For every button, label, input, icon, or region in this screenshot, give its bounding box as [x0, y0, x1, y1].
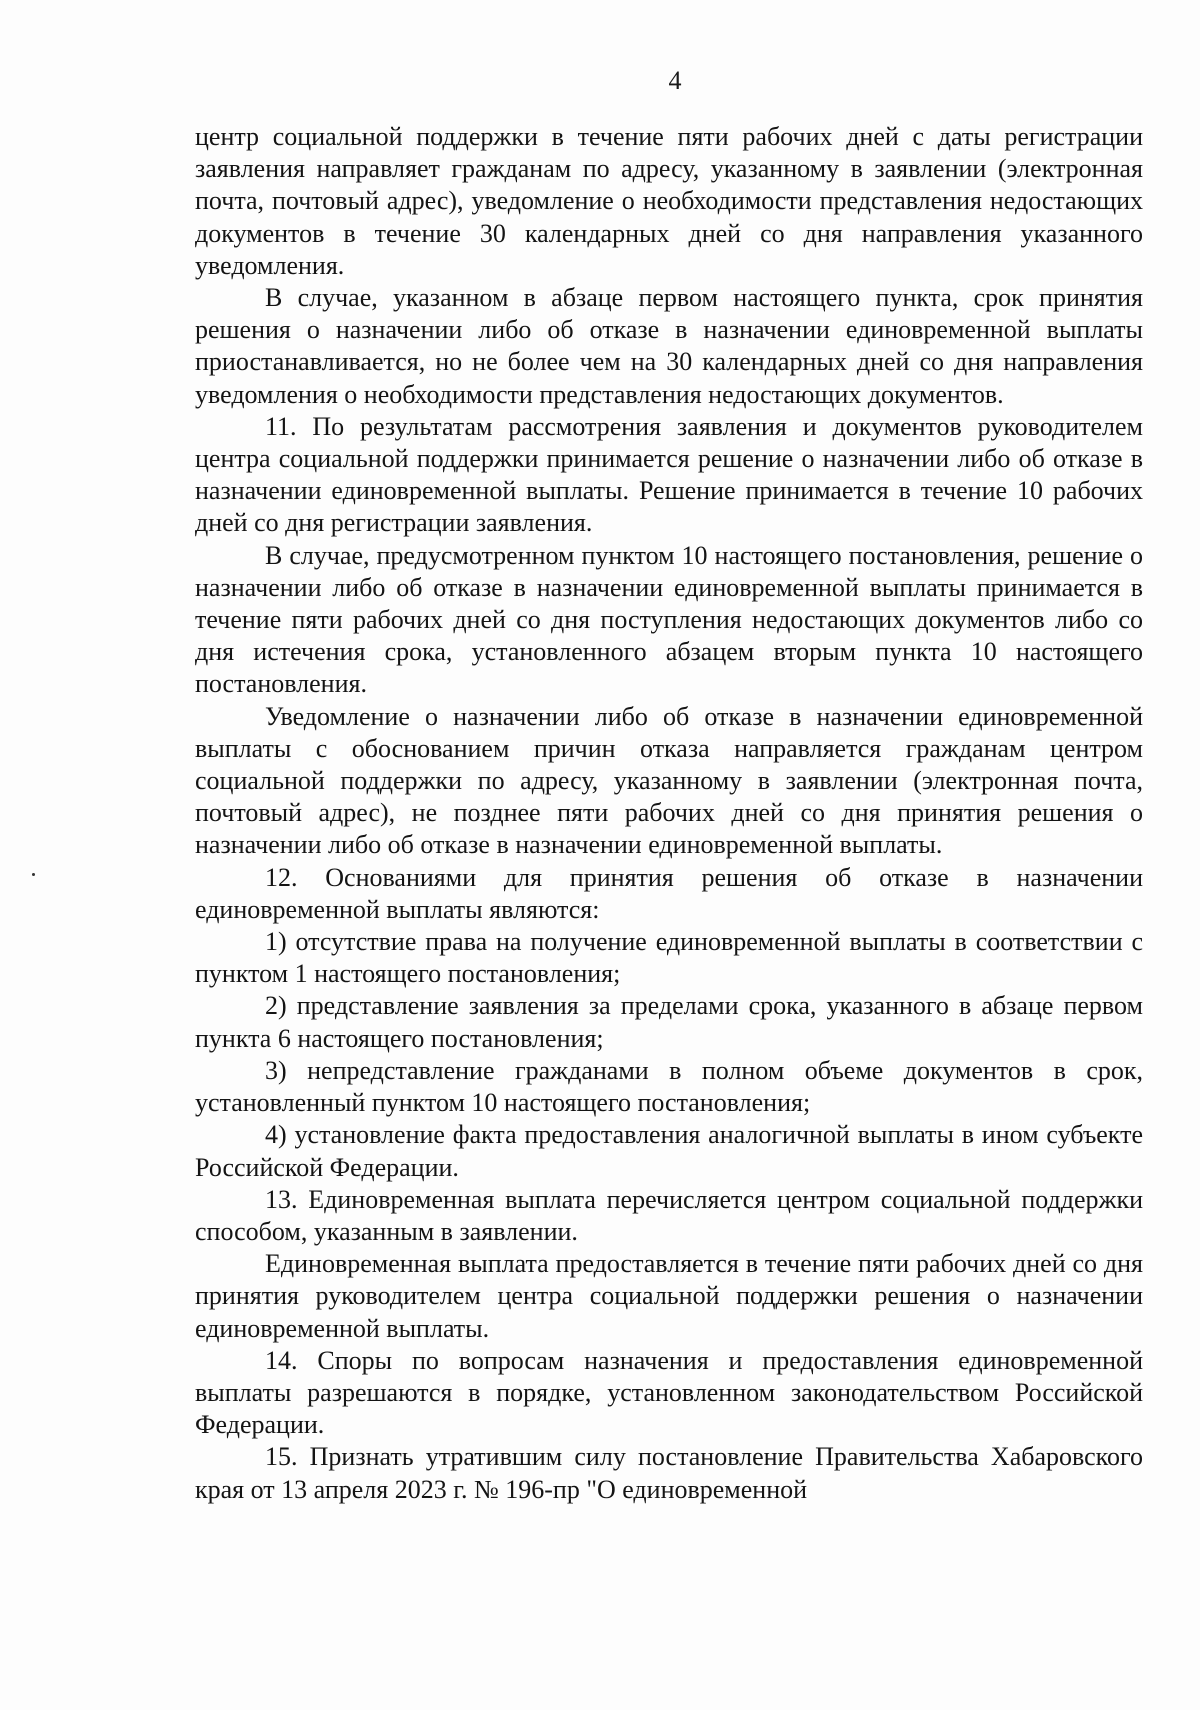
paragraph: В случае, указанном в абзаце первом настоящего пункта, срок принятия решения о назначении либо об отказе в назначении единовременной выплаты приостанавливается, но не более чем на 30 календарных дней со дня направления уведомления о необходимости представления недостающих документов. [195, 283, 1143, 409]
document-body [195, 121, 1143, 1506]
paragraph: центр социальной поддержки в течение пяти рабочих дней с даты регистрации заявления направляет гражданам по адресу, указанному в заявлении (электронная почта, почтовый адрес), уведомление о необходимости представления недостающих документов в течение 30 календарных дней со дня направления указанного уведомления. [195, 122, 1143, 280]
paragraph: 14. Споры по вопросам назначения и предоставления единовременной выплаты разрешаются в порядке, установленном законодательством Российской Федерации. [195, 1345, 1143, 1440]
paragraph: В случае, предусмотренном пунктом 10 настоящего постановления, решение о назначении либо об отказе в назначении единовременной выплаты принимается в течение пяти рабочих дней со дня поступления недостающих документов либо со дня истечения срока, установленного абзацем вторым пункта 10 настоящего постановления. [195, 540, 1143, 699]
paragraph: Единовременная выплата предоставляется в течение пяти рабочих дней со дня принятия руководителем центра социальной поддержки решения о назначении единовременной выплаты. [195, 1249, 1143, 1343]
paragraph: 11. По результатам рассмотрения заявления и документов руководителем центра социальной поддержки принимается решение о назначении либо об отказе в назначении единовременной выплаты. Решение принимается в течение 10 рабочих дней со дня регистрации заявления. [195, 411, 1143, 538]
page-number: 4 [668, 66, 682, 95]
list-item: 4) установление факта предоставления аналогичной выплаты в ином субъекте Российской Федерации. [195, 1120, 1143, 1182]
paragraph: Уведомление о назначении либо об отказе в назначении единовременной выплаты с обоснованием причин отказа направляется гражданам центром социальной поддержки по адресу, указанному в заявлении (электронная почта, почтовый адрес), не позднее пяти рабочих дней со дня принятия решения о назначении либо об отказе в назначении единовременной выплаты. [195, 701, 1143, 860]
list-item: 2) представление заявления за пределами срока, указанного в абзаце первом пункта 6 настоящего постановления; [195, 991, 1143, 1053]
scan-speck [32, 873, 35, 876]
paragraph: 15. Признать утратившим силу постановление Правительства Хабаровского края от 13 апреля 2023 г. № 196-пр "О единовременной [195, 1442, 1143, 1504]
paragraph: 12. Основаниями для принятия решения об отказе в назначении единовременной выплаты являются: [195, 862, 1143, 924]
paragraph: 13. Единовременная выплата перечисляется центром социальной поддержки способом, указанным в заявлении. [195, 1184, 1143, 1246]
list-item: 1) отсутствие права на получение единовременной выплаты в соответствии с пунктом 1 настоящего постановления; [195, 927, 1143, 989]
list-item: 3) непредставление гражданами в полном объеме документов в срок, установленный пунктом 10 настоящего постановления; [195, 1055, 1143, 1118]
